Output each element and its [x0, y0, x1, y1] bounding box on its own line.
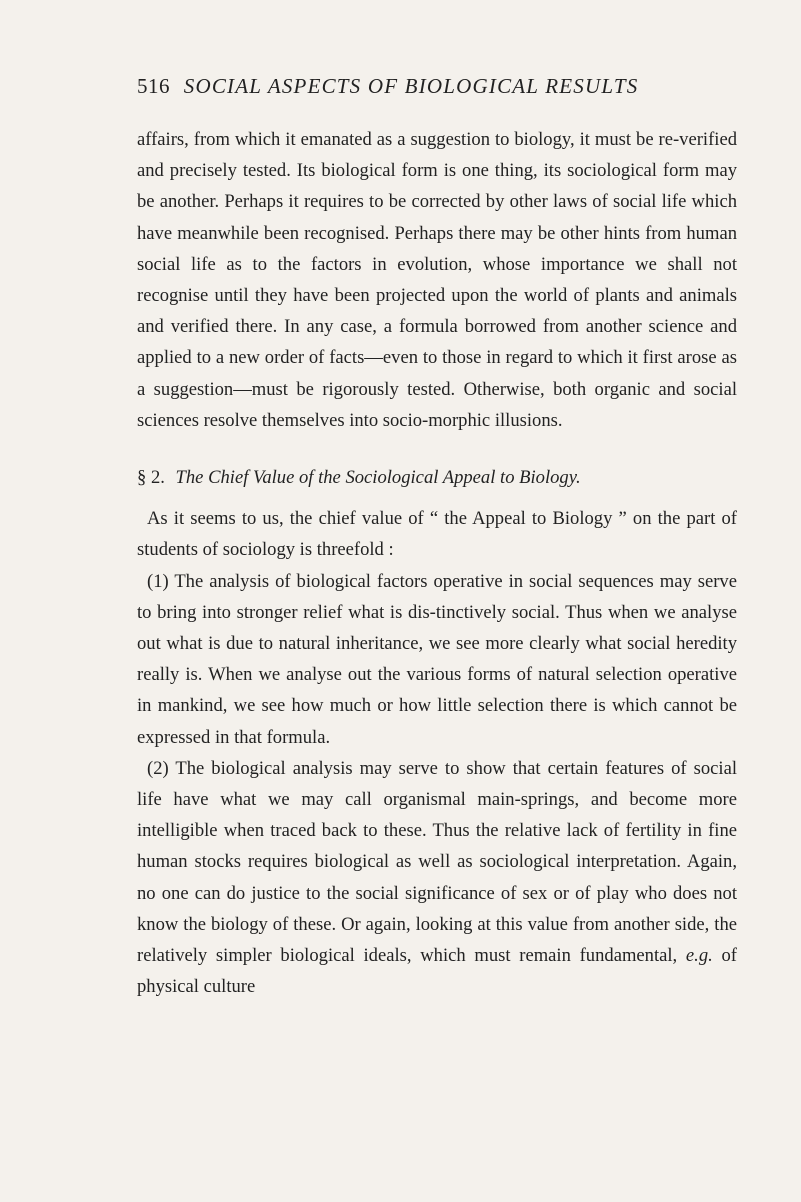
paragraph-point-2-text: (2) The biological analysis may serve to show that certain features of social life have what we may call organismal main-springs, and become more intelligible when traced back to these. Thus the relative lack of fertility in fine human stocks requires biological as well as sociological interpretation. Again, no one can do justice to the social significance of sex or of play who does not know the biology of these. Or again, looking at this value from another side, the relatively simpler biological ideals, which must remain fundamental, [137, 757, 737, 967]
eg-abbreviation: e.g. [685, 945, 713, 967]
running-title: SOCIAL ASPECTS OF BIOLOGICAL RESULTS [183, 74, 639, 98]
page-header [137, 74, 737, 99]
paragraph-point-2 [137, 753, 737, 1003]
page-number: 516 [137, 74, 170, 98]
section-number: § 2. [137, 467, 165, 489]
paragraph-intro: As it seems to us, the chief value of “ the Appeal to Biology ” on the part of students of sociology is threefold : [137, 508, 737, 561]
section-heading [137, 462, 737, 493]
paragraph-point-1: (1) The analysis of biological factors operative in social sequences may serve to bring into stronger relief what is dis-tinctively social. Thus when we analyse out what is due to natural inheritance, we see more clearly what social heredity really is. When we analyse out the various forms of natural selection operative in mankind, we see how much or how little selection there is which cannot be expressed in that formula. [137, 570, 737, 748]
paragraph-continuation: affairs, from which it emanated as a suggestion to biology, it must be re-verified and precisely tested. Its biological form is one thing, its sociological form may be another. Perhaps it requires to be corrected by other laws of social life which have meanwhile been recognised. Perhaps there may be other hints from human social life as to the factors in evolution, whose importance we shall not recognise until they have been projected upon the world of plants and animals and verified there. In any case, a formula borrowed from another science and applied to a new order of facts—even to those in regard to which it first arose as a suggestion—must be rigorously tested. Otherwise, both organic and social sciences resolve themselves into socio-morphic illusions. [137, 129, 737, 431]
section-title: The Chief Value of the Sociological Appeal to Biology. [175, 467, 581, 489]
page-body [137, 124, 737, 1002]
paragraph-point-2-tail: of physical culture [137, 945, 737, 998]
